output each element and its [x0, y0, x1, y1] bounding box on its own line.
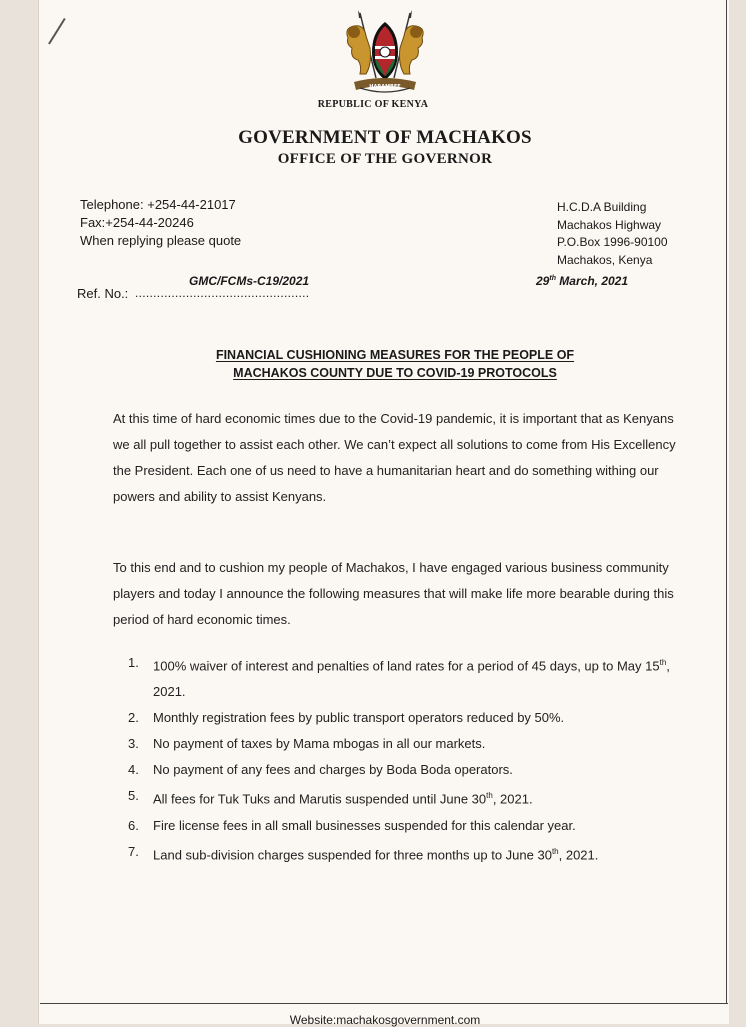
address-line: Machakos Highway [557, 217, 662, 232]
list-item [128, 783, 698, 812]
list-number: 6. [128, 817, 139, 833]
motto-ribbon-text: HARAMBEE [369, 84, 401, 90]
list-tail: , 2021. [153, 658, 670, 700]
list-sup: th [551, 846, 559, 856]
list-text: Land sub-division charges suspended for three months up to June 30 [153, 846, 552, 862]
list-number: 3. [128, 736, 139, 752]
footer-website: Website:machakosgovernment.com [289, 1013, 481, 1027]
list-number: 5. [128, 788, 139, 804]
address-block [557, 199, 668, 269]
list-item [128, 650, 698, 705]
list-tail: , 2021. [558, 846, 599, 862]
list-number: 7. [128, 843, 139, 859]
list-item [128, 705, 698, 731]
list-text: No payment of any fees and charges by Boda Boda operators. [153, 762, 513, 778]
address-line: P.O.Box 1996-90100 [557, 235, 668, 249]
list-number: 2. [128, 710, 139, 726]
republic-label: REPUBLIC OF KENYA [317, 99, 429, 110]
contact-block [80, 196, 241, 250]
paragraph: To this end and to cushion my people of Machakos, I have engaged various business community players and today I announce the following measures that will make life more bearable during this period of hard economic times. [113, 560, 674, 627]
list-text: All fees for Tuk Tuks and Marutis suspended until June 30 [153, 791, 487, 807]
list-text: 100% waiver of interest and penalties of land rates for a period of 45 days, up to May 15 [153, 658, 660, 674]
list-sup: th [659, 658, 667, 667]
heading-line: MACHAKOS COUNTY DUE TO COVID-19 PROTOCOLS [233, 366, 557, 380]
date-rest: March, 2021 [555, 274, 629, 288]
list-text: Fire license fees in all small businesses suspended for this calendar year. [153, 817, 576, 833]
reference-row [77, 274, 697, 304]
address-line: Machakos, Kenya [557, 252, 653, 267]
list-number: 1. [128, 655, 139, 670]
heading-line: FINANCIAL CUSHIONING MEASURES FOR THE PEOPLE OF [215, 348, 575, 362]
government-title: GOVERNMENT OF MACHAKOS [238, 127, 532, 148]
page-border-right [726, 0, 727, 1004]
paragraph: At this time of hard economic times due to the Covid-19 pandemic, it is important that as Kenyans we all pull together to assist each other. We can’t expect all solutions to come from His Excellency the President. Each one of us need to have a humanitarian heart and do something withing our powers and ability to assist Kenyans. [113, 411, 676, 504]
address-line: H.C.D.A Building [557, 200, 647, 214]
reference-dotted-line: ................................................ [135, 286, 310, 300]
list-item [128, 839, 698, 868]
coat-of-arms-icon [340, 8, 430, 98]
measures-list [128, 650, 698, 868]
list-item [128, 731, 698, 757]
list-text: No payment of taxes by Mama mbogas in all our markets. [153, 736, 486, 752]
list-item [128, 813, 698, 839]
fax-line: Fax:+254-44-20246 [80, 215, 194, 230]
date-suffix: th [549, 275, 556, 282]
list-tail: , 2021. [492, 791, 533, 807]
footer-divider [40, 1003, 728, 1004]
reference-label: Ref. No.: [77, 286, 129, 301]
list-number: 4. [128, 762, 139, 778]
date-day: 29 [536, 274, 550, 288]
list-item [128, 757, 698, 783]
reference-number: GMC/FCMs-C19/2021 [189, 274, 310, 288]
list-sup: th [486, 791, 493, 801]
document-heading [0, 346, 746, 382]
telephone-line: Telephone: +254-44-21017 [80, 197, 236, 212]
list-text: Monthly registration fees by public transport operators reduced by 50%. [153, 710, 565, 726]
office-title: OFFICE OF THE GOVERNOR [277, 151, 493, 167]
reply-note: When replying please quote [80, 233, 242, 248]
letter-date [536, 274, 628, 288]
